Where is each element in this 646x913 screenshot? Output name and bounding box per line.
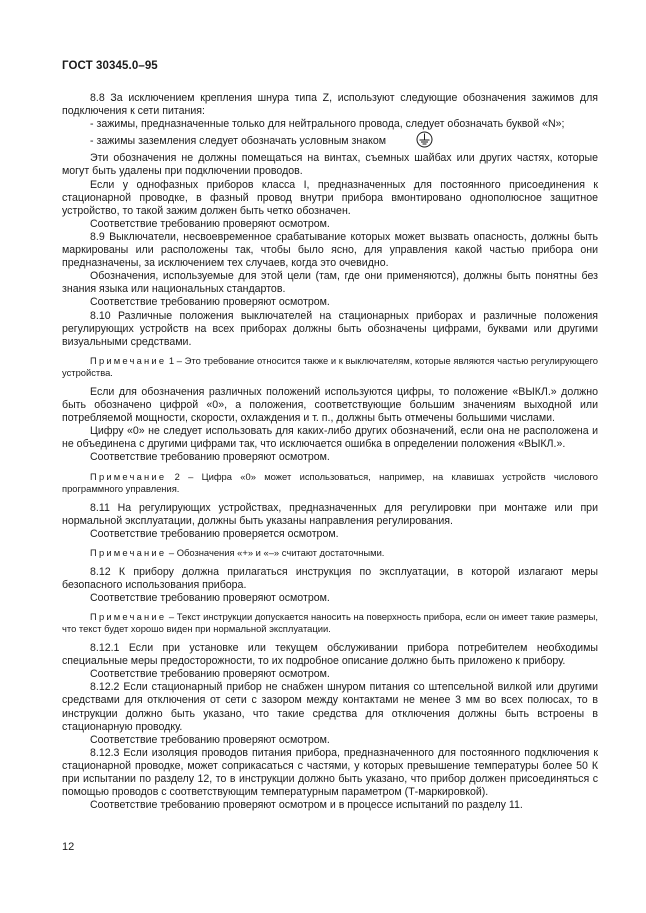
paragraph: - зажимы, предназначенные только для нейтрального провода, следует обозначать буквой «N»; xyxy=(90,118,565,131)
ground-symbol-icon xyxy=(388,131,433,152)
note-text: – Текст инструкции допускается наносить на поверхность прибора, если он имеет такие размеры, что текст будет хорошо виден при нормальной эксплуатации. xyxy=(62,610,598,635)
paragraph: 8.9 Выключатели, несвоевременное срабатывание которых может вызвать опасность, должны быть маркированы или расположены так, чтобы было ясно, для управления какой частью прибора они предназначены, за исключением тех случаев, когда это очевидно. xyxy=(62,230,598,270)
paragraph: Соответствие требованию проверяют осмотром. xyxy=(90,451,330,464)
paragraph: 8.10 Различные положения выключателей на стационарных приборах и различные положения регулирующих устройств на всех приборах должны быть обозначены цифрами, буквами или другими визуальными средствами. xyxy=(62,309,598,348)
paragraph: 8.12.3 Если изоляция проводов питания прибора, предназначенного для постоянного подключения к стационарной проводке, может соприкасаться с частями, у которых превышение температуры более 50 К при испытании по разделу 12, то в инструкции должно быть указано, что прибор должен присоединяться с помощью проводов с соответствующим температурным параметром (Т-маркировкой). xyxy=(62,746,598,799)
note-lead: Примечание xyxy=(90,547,167,558)
paragraph: Соответствие требованию проверяют осмотром и в процессе испытаний по разделу 11. xyxy=(90,799,523,812)
note-lead: Примечание xyxy=(90,470,167,482)
paragraph: Цифру «0» не следует использовать для каких-либо других обозначений, если она не расположена и не объединена с другими цифрами так, что исключается ошибка в определении положения «ВЫКЛ.». xyxy=(62,425,598,451)
note-text: – Обозначения «+» и «–» считают достаточными. xyxy=(166,547,385,558)
page-number: 12 xyxy=(62,841,75,853)
paragraph: 8.12.2 Если стационарный прибор не снабжен шнуром питания со штепсельной вилкой или другими средствами для отключения от сети с зазором между контактами не менее 3 мм во всех полюсах, то в инструкции должно быть указано, что такие средства для отключения должны быть встроены в стационарную проводку. xyxy=(62,681,598,733)
note xyxy=(62,547,598,560)
paragraph: 8.12 К прибору должна прилагаться инструкция по эксплуатации, в которой излагают меры безопасного использования прибора. xyxy=(62,565,598,591)
note-lead: Примечание xyxy=(90,610,167,622)
note-lead: Примечание xyxy=(90,354,167,366)
paragraph: 8.12.1 Если при установке или текущем обслуживании прибора потребителем необходимы специальные меры предосторожности, то их подробное описание должно быть приложено к прибору. xyxy=(62,642,598,668)
paragraph: 8.8 За исключением крепления шнура типа Z, используют следующие обозначения зажимов для подключения к сети питания: xyxy=(62,92,598,118)
paragraph: Соответствие требованию проверяется осмотром. xyxy=(90,527,339,540)
paragraph: Соответствие требованию проверяют осмотром. xyxy=(90,668,330,681)
paragraph: Если у однофазных приборов класса I, предназначенных для постоянного присоединения к стационарной проводке, в фазный провод внутри прибора вмонтировано однополюсное защитное устройство, то такой зажим должен быть четко обозначен. xyxy=(62,178,598,217)
paragraph: Соответствие требованию проверяют осмотром. xyxy=(90,733,330,746)
note xyxy=(62,471,598,496)
paragraph-text: - зажимы заземления следует обозначать условным знаком xyxy=(90,135,387,148)
paragraph: Соответствие требованию проверяют осмотром. xyxy=(90,296,330,309)
document-header: ГОСТ 30345.0–95 xyxy=(62,60,158,72)
note-text: 2 – Цифра «0» может использоваться, например, на клавишах устройств числового программного управления. xyxy=(62,470,598,495)
paragraph: Если для обозначения различных положений используются цифры, то положение «ВЫКЛ.» должно быть обозначено цифрой «0», а положения, соответствующие большим значениям выходной или потребляемой мощности, скорости, охлаждения и т. п., должны быть отмечены большими числами. xyxy=(62,385,598,425)
paragraph: Соответствие требованию проверяют осмотром. xyxy=(90,217,330,230)
paragraph: Обозначения, используемые для этой цели (там, где они применяются), должны быть понятны без знания языка или национальных стандартов. xyxy=(62,270,598,296)
note-text: 1 – Это требование относится также и к выключателям, которые являются частью регулирующего устройства. xyxy=(62,354,598,379)
paragraph: Соответствие требованию проверяют осмотром. xyxy=(90,591,330,604)
note xyxy=(62,355,598,380)
paragraph: Эти обозначения не должны помещаться на винтах, съемных шайбах или других частях, которые могут быть удалены при подключении проводов. xyxy=(62,152,598,178)
document-body xyxy=(62,92,598,812)
paragraph xyxy=(62,131,598,152)
note xyxy=(62,611,598,636)
paragraph: 8.11 На регулирующих устройствах, предназначенных для регулировки при монтаже или при нормальной эксплуатации, должны быть указаны направления регулирования. xyxy=(62,501,598,527)
